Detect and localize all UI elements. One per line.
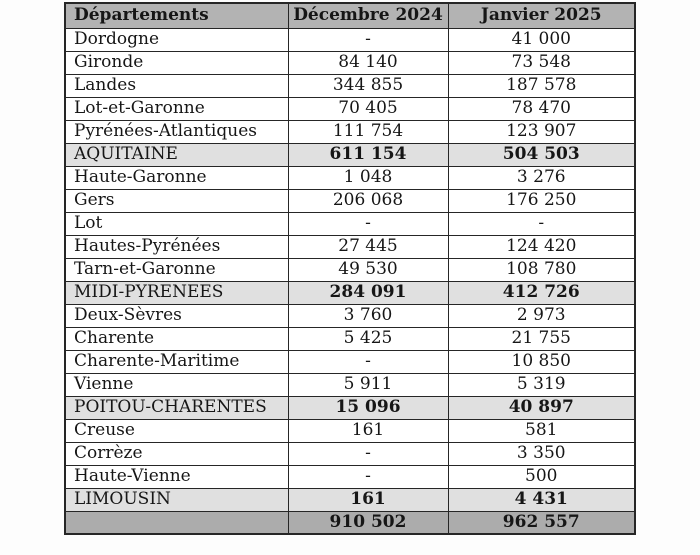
dept-cell: Landes	[65, 74, 288, 97]
dept-cell: Deux-Sèvres	[65, 304, 288, 327]
table-row	[65, 350, 635, 373]
col-header-departements: Départements	[65, 3, 288, 28]
jan-value-cell: 108 780	[448, 258, 635, 281]
jan-value-cell: 124 420	[448, 235, 635, 258]
table-body	[65, 28, 635, 534]
dept-cell: Haute-Vienne	[65, 465, 288, 488]
dept-cell: Creuse	[65, 419, 288, 442]
jan-value-cell: 500	[448, 465, 635, 488]
jan-value-cell: 5 319	[448, 373, 635, 396]
table-row	[65, 120, 635, 143]
dec-value-cell: -	[288, 212, 448, 235]
jan-value-cell: -	[448, 212, 635, 235]
dept-cell: LIMOUSIN	[65, 488, 288, 511]
dec-value-cell: 5 911	[288, 373, 448, 396]
departements-table	[64, 2, 636, 535]
dept-cell	[65, 511, 288, 534]
table-row	[65, 465, 635, 488]
dec-value-cell: 111 754	[288, 120, 448, 143]
table-row	[65, 235, 635, 258]
table-row	[65, 488, 635, 511]
dec-value-cell: 5 425	[288, 327, 448, 350]
table-row	[65, 28, 635, 51]
header-row	[65, 3, 635, 28]
jan-value-cell: 3 276	[448, 166, 635, 189]
dept-cell: Gers	[65, 189, 288, 212]
dec-value-cell: -	[288, 28, 448, 51]
table-header	[65, 3, 635, 28]
table-row	[65, 511, 635, 534]
dept-cell: Dordogne	[65, 28, 288, 51]
table-row	[65, 419, 635, 442]
table-row	[65, 373, 635, 396]
col-header-janvier-2025: Janvier 2025	[448, 3, 635, 28]
dept-cell: MIDI-PYRENEES	[65, 281, 288, 304]
table-row	[65, 189, 635, 212]
jan-value-cell: 123 907	[448, 120, 635, 143]
table-row	[65, 442, 635, 465]
dept-cell: Charente-Maritime	[65, 350, 288, 373]
jan-value-cell: 2 973	[448, 304, 635, 327]
dept-cell: Corrèze	[65, 442, 288, 465]
jan-value-cell: 962 557	[448, 511, 635, 534]
dept-cell: Tarn-et-Garonne	[65, 258, 288, 281]
jan-value-cell: 78 470	[448, 97, 635, 120]
dec-value-cell: 49 530	[288, 258, 448, 281]
jan-value-cell: 412 726	[448, 281, 635, 304]
table-row	[65, 143, 635, 166]
jan-value-cell: 187 578	[448, 74, 635, 97]
dec-value-cell: 15 096	[288, 396, 448, 419]
table-row	[65, 212, 635, 235]
table-row	[65, 74, 635, 97]
jan-value-cell: 40 897	[448, 396, 635, 419]
table-row	[65, 51, 635, 74]
dept-cell: Pyrénées-Atlantiques	[65, 120, 288, 143]
dec-value-cell: 161	[288, 419, 448, 442]
dec-value-cell: 84 140	[288, 51, 448, 74]
dec-value-cell: 3 760	[288, 304, 448, 327]
dec-value-cell: 70 405	[288, 97, 448, 120]
jan-value-cell: 3 350	[448, 442, 635, 465]
jan-value-cell: 4 431	[448, 488, 635, 511]
dept-cell: Lot	[65, 212, 288, 235]
dec-value-cell: -	[288, 442, 448, 465]
dept-cell: AQUITAINE	[65, 143, 288, 166]
jan-value-cell: 21 755	[448, 327, 635, 350]
jan-value-cell: 176 250	[448, 189, 635, 212]
dec-value-cell: 284 091	[288, 281, 448, 304]
dept-cell: Lot-et-Garonne	[65, 97, 288, 120]
jan-value-cell: 581	[448, 419, 635, 442]
table-row	[65, 304, 635, 327]
table-row	[65, 97, 635, 120]
dec-value-cell: 161	[288, 488, 448, 511]
table-row	[65, 327, 635, 350]
dec-value-cell: 27 445	[288, 235, 448, 258]
dec-value-cell: 206 068	[288, 189, 448, 212]
table-row	[65, 258, 635, 281]
dept-cell: Charente	[65, 327, 288, 350]
col-header-decembre-2024: Décembre 2024	[288, 3, 448, 28]
jan-value-cell: 73 548	[448, 51, 635, 74]
dec-value-cell: 1 048	[288, 166, 448, 189]
jan-value-cell: 10 850	[448, 350, 635, 373]
dec-value-cell: 910 502	[288, 511, 448, 534]
dec-value-cell: 344 855	[288, 74, 448, 97]
jan-value-cell: 504 503	[448, 143, 635, 166]
dept-cell: Haute-Garonne	[65, 166, 288, 189]
dept-cell: Vienne	[65, 373, 288, 396]
departements-table-container	[64, 2, 636, 535]
dept-cell: Gironde	[65, 51, 288, 74]
dec-value-cell: 611 154	[288, 143, 448, 166]
dept-cell: POITOU-CHARENTES	[65, 396, 288, 419]
dept-cell: Hautes-Pyrénées	[65, 235, 288, 258]
dec-value-cell: -	[288, 465, 448, 488]
table-row	[65, 166, 635, 189]
jan-value-cell: 41 000	[448, 28, 635, 51]
dec-value-cell: -	[288, 350, 448, 373]
table-row	[65, 396, 635, 419]
table-row	[65, 281, 635, 304]
